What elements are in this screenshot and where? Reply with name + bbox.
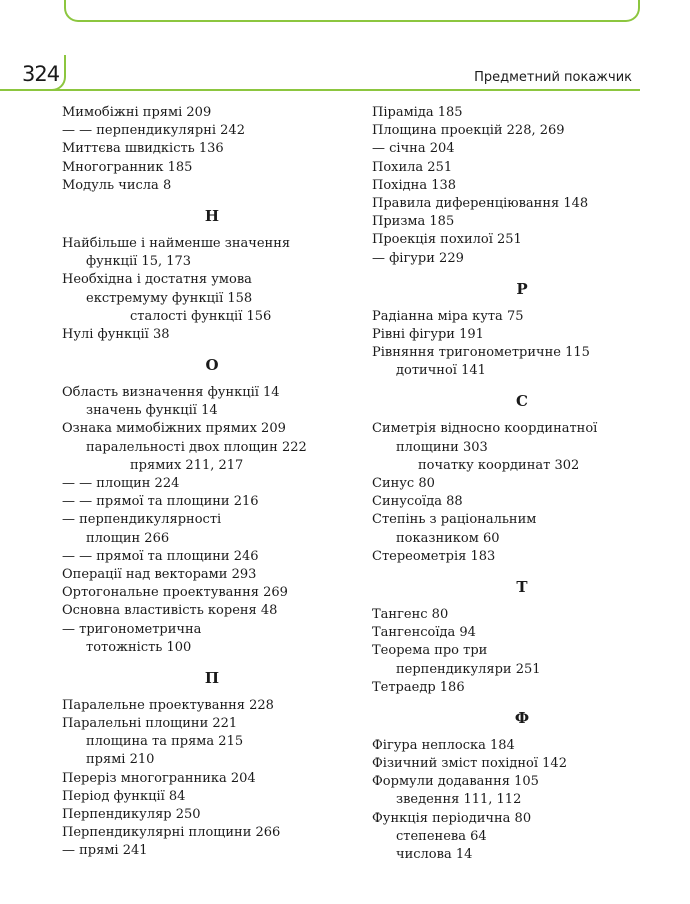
index-entry: — — прямої та площини 246: [62, 548, 259, 564]
index-entry: Функція періодична 80: [372, 810, 532, 826]
index-entry: Фігура неплоска 184: [372, 737, 515, 753]
running-head-title: Предметний покажчик: [474, 70, 632, 85]
index-entry: перпендикуляри 251: [396, 661, 541, 677]
index-entry: Теорема про три: [372, 643, 488, 659]
index-entry: Піраміда 185: [372, 105, 463, 120]
page-number: 324: [22, 62, 60, 86]
index-entry: Ознака мимобіжних прямих 209: [62, 421, 286, 437]
index-entry: Паралельні площини 221: [62, 716, 238, 732]
index-entry: показником 60: [396, 530, 500, 546]
index-entry: Операції над векторами 293: [62, 566, 257, 582]
index-entry: Многогранник 185: [62, 159, 193, 175]
index-entry: Синус 80: [372, 476, 435, 491]
section-letter: Ф: [514, 708, 530, 727]
section-letter: О: [205, 356, 219, 375]
index-entry: Переріз многогранника 204: [62, 770, 256, 786]
index-entry: Рівні фігури 191: [372, 326, 484, 342]
index-entry: Тетраедр 186: [372, 679, 465, 695]
index-entry: Модуль числа 8: [62, 177, 172, 193]
index-entry: Рівняння тригонометричне 115: [372, 345, 590, 361]
index-entry: початку координат 302: [418, 457, 580, 473]
index-entry: Фізичний зміст похідної 142: [372, 756, 567, 772]
index-entry: Похідна 138: [372, 177, 457, 193]
index-entry: — фігури 229: [372, 250, 464, 266]
index-entry: — прямі 241: [62, 843, 148, 859]
section-letter: Р: [516, 279, 528, 298]
index-entry: Стереометрія 183: [372, 548, 496, 564]
index-entry: Область визначення функції 14: [62, 385, 280, 401]
index-entry: екстремуму функції 158: [86, 290, 253, 306]
header-rule: [0, 89, 640, 91]
index-entry: Паралельне проектування 228: [62, 697, 274, 713]
index-entry: прямих 211, 217: [130, 457, 244, 473]
index-entry: функції 15, 173: [86, 254, 192, 270]
index-entry: Ортогональне проектування 269: [62, 585, 288, 601]
index-entry: Призма 185: [372, 214, 455, 230]
index-entry: Тангенс 80: [372, 606, 449, 622]
index-entry: тотожність 100: [86, 639, 192, 655]
index-entry: Мимобіжні прямі 209: [62, 105, 212, 120]
index-entry: числова 14: [396, 847, 473, 862]
index-entry: — — перпендикулярні 242: [62, 123, 245, 139]
index-entry: Найбільше і найменше значення: [62, 235, 291, 251]
index-entry: Площина проекцій 228, 269: [372, 123, 565, 139]
index-entry: Синусоїда 88: [372, 494, 463, 510]
index-entry: Нулі функції 38: [62, 326, 170, 342]
section-letter: Т: [516, 577, 528, 596]
index-entry: площини 303: [396, 439, 488, 455]
index-column-left: [62, 104, 362, 861]
index-entry: Перпендикуляр 250: [62, 807, 201, 822]
section-letter: Н: [204, 206, 220, 225]
index-entry: паралельності двох площин 222: [86, 439, 307, 455]
index-entry: — — прямої та площини 216: [62, 494, 259, 510]
index-entry: значень функції 14: [86, 403, 218, 419]
index-entry: — січна 204: [372, 141, 455, 157]
index-entry: дотичної 141: [396, 363, 486, 379]
index-entry: Перпендикулярні площини 266: [62, 825, 281, 841]
index-entry: степенева 64: [396, 828, 487, 844]
index-entry: Миттєва швидкість 136: [62, 141, 224, 157]
index-entry: Формули додавання 105: [372, 774, 539, 790]
index-entry: Правила диференціювання 148: [372, 195, 589, 211]
section-letter: П: [204, 668, 220, 687]
index-entry: сталості функції 156: [130, 308, 272, 324]
top-frame-decoration: [64, 0, 640, 22]
index-entry: — перпендикулярності: [62, 512, 222, 528]
index-entry: Тангенсоїда 94: [372, 625, 476, 641]
index-entry: площина та пряма 215: [86, 734, 244, 750]
index-entry: Основна властивість кореня 48: [62, 603, 278, 619]
index-entry: — — площин 224: [62, 476, 180, 491]
section-letter: С: [516, 392, 528, 411]
index-entry: Похила 251: [372, 159, 453, 175]
index-entry: Проекція похилої 251: [372, 232, 522, 248]
index-entry: Степінь з раціональним: [372, 512, 537, 528]
index-entry: Період функції 84: [62, 788, 186, 804]
index-column-right: [372, 104, 672, 864]
index-entry: площин 266: [86, 530, 170, 546]
index-entry: Радіанна міра кута 75: [372, 308, 524, 324]
index-entry: зведення 111, 112: [396, 792, 522, 808]
index-entry: — тригонометрична: [62, 621, 202, 637]
index-entry: Необхідна і достатня умова: [62, 272, 252, 288]
index-entry: Симетрія відносно координатної: [372, 421, 598, 437]
index-entry: прямі 210: [86, 752, 155, 768]
